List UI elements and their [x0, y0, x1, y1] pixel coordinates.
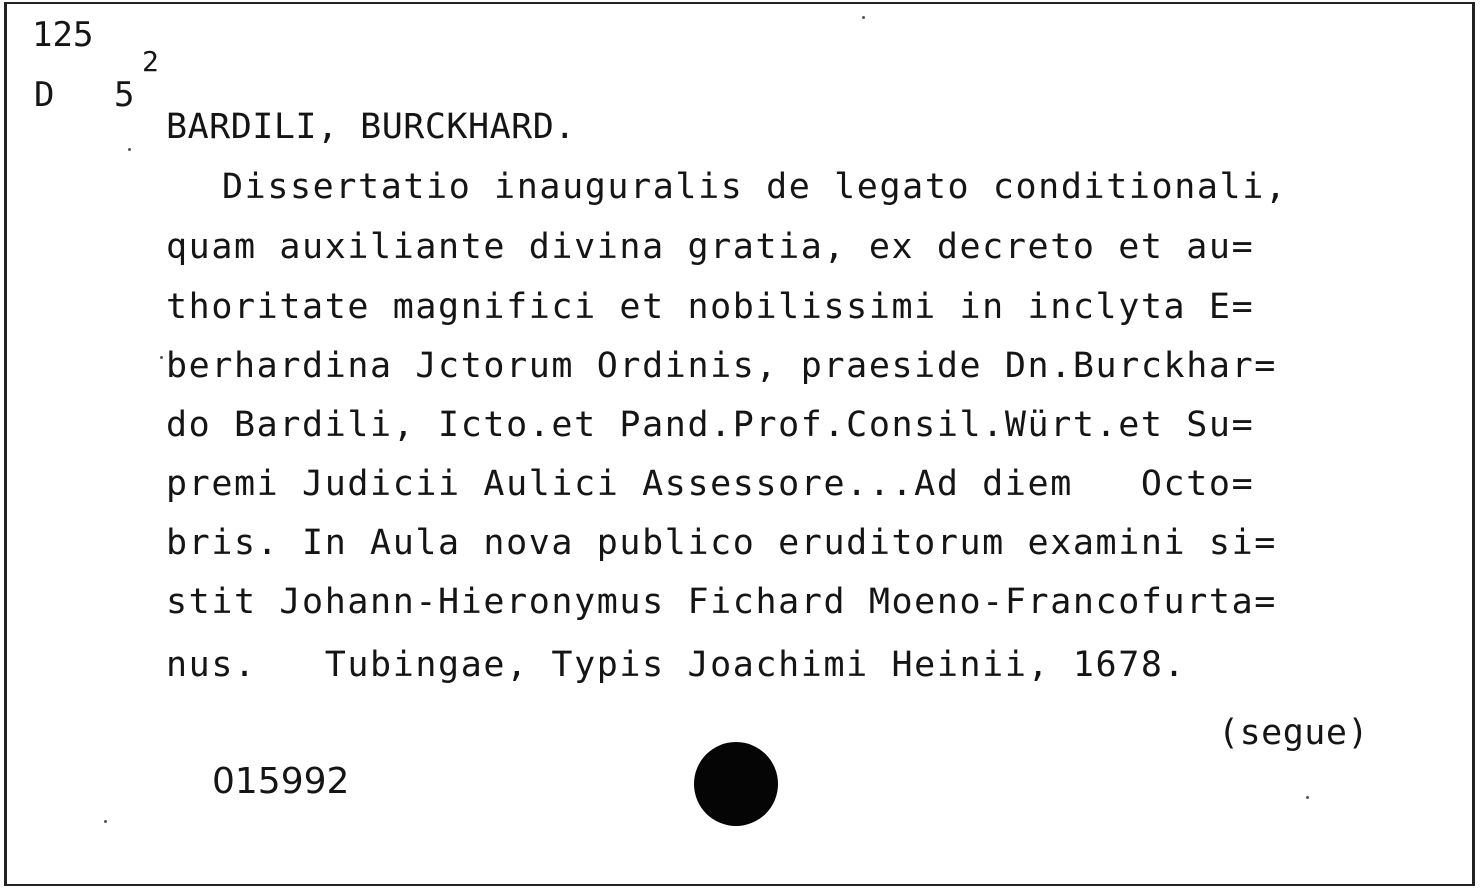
imprint-line: nus. Tubingae, Typis Joachimi Heinii, 1678. [166, 645, 1187, 685]
speck-mark [862, 16, 865, 19]
title-line-8: stit Johann-Hieronymus Fichard Moeno-Francofurta= [166, 582, 1277, 622]
title-line-2: quam auxiliante divina gratia, ex decreto et au= [166, 227, 1255, 267]
punch-hole [694, 742, 778, 826]
call-number-main: 5 [114, 75, 135, 115]
record-number: 015992 [212, 761, 350, 802]
speck-mark [128, 148, 131, 151]
title-line-4: berhardina Jctorum Ordinis, praeside Dn.Burckhar= [166, 346, 1277, 386]
continuation-note: (segue) [1218, 713, 1370, 753]
call-number-superscript: 2 [142, 45, 159, 78]
speck-mark [160, 356, 163, 359]
title-line-7: bris. In Aula nova publico eruditorum examini si= [166, 523, 1277, 563]
speck-mark [1306, 796, 1309, 799]
title-line-6: premi Judicii Aulici Assessore...Ad diem Octo= [166, 464, 1255, 504]
call-number-line-1: 125 [32, 15, 94, 55]
title-line-3: thoritate magnifici et nobilissimi in inclyta E= [166, 287, 1255, 327]
title-line-5: do Bardili, Icto.et Pand.Prof.Consil.Würt.et Su= [166, 405, 1255, 445]
call-number-prefix: D [34, 75, 55, 115]
title-line-1: Dissertatio inauguralis de legato conditionali, [222, 167, 1288, 207]
speck-mark [104, 820, 107, 823]
author-heading: BARDILI, BURCKHARD. [166, 107, 576, 147]
